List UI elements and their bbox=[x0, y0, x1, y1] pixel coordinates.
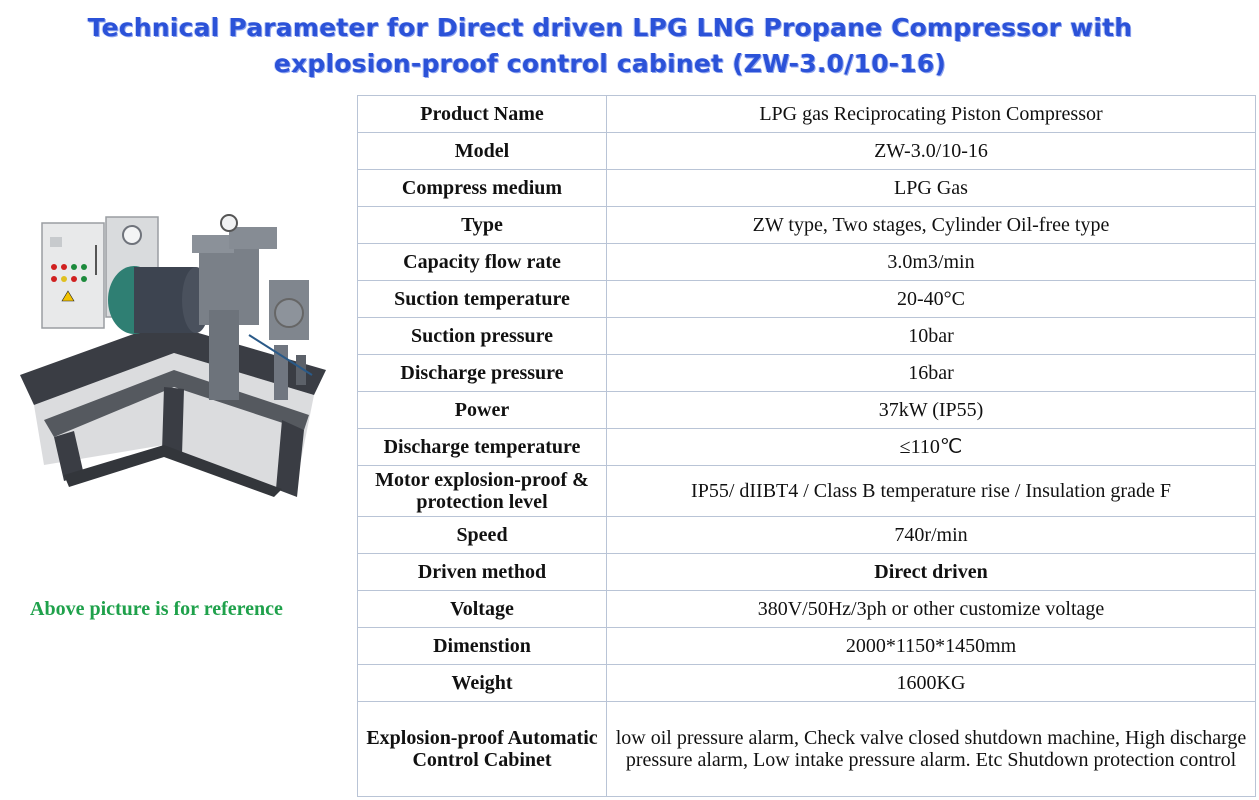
photo-caption: Above picture is for reference bbox=[30, 598, 283, 620]
spec-label: Discharge pressure bbox=[358, 355, 607, 392]
spec-value: 10bar bbox=[607, 318, 1256, 355]
spec-value: 380V/50Hz/3ph or other customize voltage bbox=[607, 591, 1256, 628]
spec-label: Type bbox=[358, 207, 607, 244]
spec-label: Capacity flow rate bbox=[358, 244, 607, 281]
spec-row bbox=[358, 96, 1256, 133]
spec-label: Driven method bbox=[358, 554, 607, 591]
spec-value: ZW-3.0/10-16 bbox=[607, 133, 1256, 170]
spec-row bbox=[358, 466, 1256, 517]
spec-row bbox=[358, 281, 1256, 318]
spec-label: Power bbox=[358, 392, 607, 429]
spec-row bbox=[358, 429, 1256, 466]
spec-table bbox=[357, 95, 1256, 797]
spec-row bbox=[358, 517, 1256, 554]
spec-value: 37kW (IP55) bbox=[607, 392, 1256, 429]
title-line-2: explosion-proof control cabinet (ZW-3.0/10-16) bbox=[273, 49, 947, 78]
spec-value: ZW type, Two stages, Cylinder Oil-free type bbox=[607, 207, 1256, 244]
spec-row bbox=[358, 628, 1256, 665]
spec-value: ≤110℃ bbox=[607, 429, 1256, 466]
spec-label: Compress medium bbox=[358, 170, 607, 207]
spec-label: Motor explosion-proof & protection level bbox=[358, 466, 607, 517]
spec-row bbox=[358, 170, 1256, 207]
spec-label: Model bbox=[358, 133, 607, 170]
spec-row bbox=[358, 207, 1256, 244]
spec-value: 2000*1150*1450mm bbox=[607, 628, 1256, 665]
spec-label: Speed bbox=[358, 517, 607, 554]
spec-row bbox=[358, 392, 1256, 429]
spec-value: low oil pressure alarm, Check valve closed shutdown machine, High discharge pressure alarm, Low intake pressure alarm. Etc Shutdown protection control bbox=[607, 702, 1256, 797]
spec-label: Discharge temperature bbox=[358, 429, 607, 466]
spec-label: Product Name bbox=[358, 96, 607, 133]
spec-row bbox=[358, 244, 1256, 281]
spec-row bbox=[358, 702, 1256, 797]
page-title bbox=[0, 10, 1220, 82]
spec-row bbox=[358, 355, 1256, 392]
spec-value: Direct driven bbox=[607, 554, 1256, 591]
spec-label: Voltage bbox=[358, 591, 607, 628]
spec-label: Dimenstion bbox=[358, 628, 607, 665]
spec-value: 16bar bbox=[607, 355, 1256, 392]
spec-value: 1600KG bbox=[607, 665, 1256, 702]
spec-row bbox=[358, 665, 1256, 702]
spec-row bbox=[358, 318, 1256, 355]
compressor-photo bbox=[14, 205, 332, 505]
spec-row bbox=[358, 133, 1256, 170]
spec-row bbox=[358, 554, 1256, 591]
spec-value: LPG gas Reciprocating Piston Compressor bbox=[607, 96, 1256, 133]
title-line-1: Technical Parameter for Direct driven LPG LNG Propane Compressor with bbox=[87, 13, 1133, 42]
spec-label: Suction pressure bbox=[358, 318, 607, 355]
spec-value: 20-40°C bbox=[607, 281, 1256, 318]
spec-label: Suction temperature bbox=[358, 281, 607, 318]
spec-value: LPG Gas bbox=[607, 170, 1256, 207]
spec-label: Explosion-proof Automatic Control Cabinet bbox=[358, 702, 607, 797]
spec-label: Weight bbox=[358, 665, 607, 702]
spec-row bbox=[358, 591, 1256, 628]
spec-value: 740r/min bbox=[607, 517, 1256, 554]
spec-value: IP55/ dIIBT4 / Class B temperature rise / Insulation grade F bbox=[607, 466, 1256, 517]
spec-value: 3.0m3/min bbox=[607, 244, 1256, 281]
